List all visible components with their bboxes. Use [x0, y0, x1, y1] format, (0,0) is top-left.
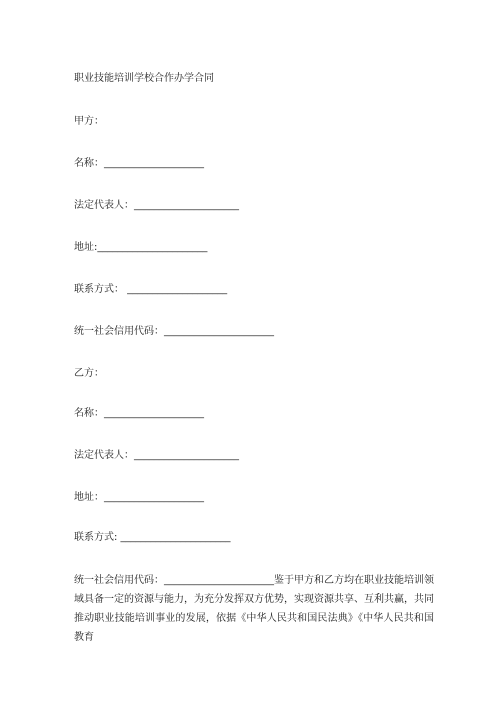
closing-paragraph: 统一社会信用代码：______________________鉴于甲方和乙方均在职业技能培训领域具备一定的资源与能力，为充分发挥双方优势，实现资源共享、互利共赢，共同推动职业技能培训事业的发展，依据《中华人民共和国民法典》《中华人民共和国教育	[74, 575, 434, 643]
party-b-heading: 乙方：	[74, 368, 104, 379]
party-a-name: 名称：____________________	[74, 158, 204, 169]
contract-title: 职业技能培训学校合作办学合同	[74, 73, 214, 84]
party-b-name: 名称：____________________	[74, 408, 204, 419]
party-b-legal-rep: 法定代表人：_____________________	[74, 450, 239, 461]
party-b-address: 地址：____________________	[74, 492, 204, 503]
party-a-heading: 甲方：	[74, 116, 104, 127]
party-b-contact: 联系方式: ______________________	[74, 532, 231, 543]
party-a-credit-code: 统一社会信用代码：______________________	[74, 326, 274, 337]
party-a-address: 地址:______________________	[74, 242, 208, 253]
party-a-legal-rep: 法定代表人：_____________________	[74, 200, 239, 211]
party-a-contact: 联系方式： ____________________	[74, 284, 228, 295]
